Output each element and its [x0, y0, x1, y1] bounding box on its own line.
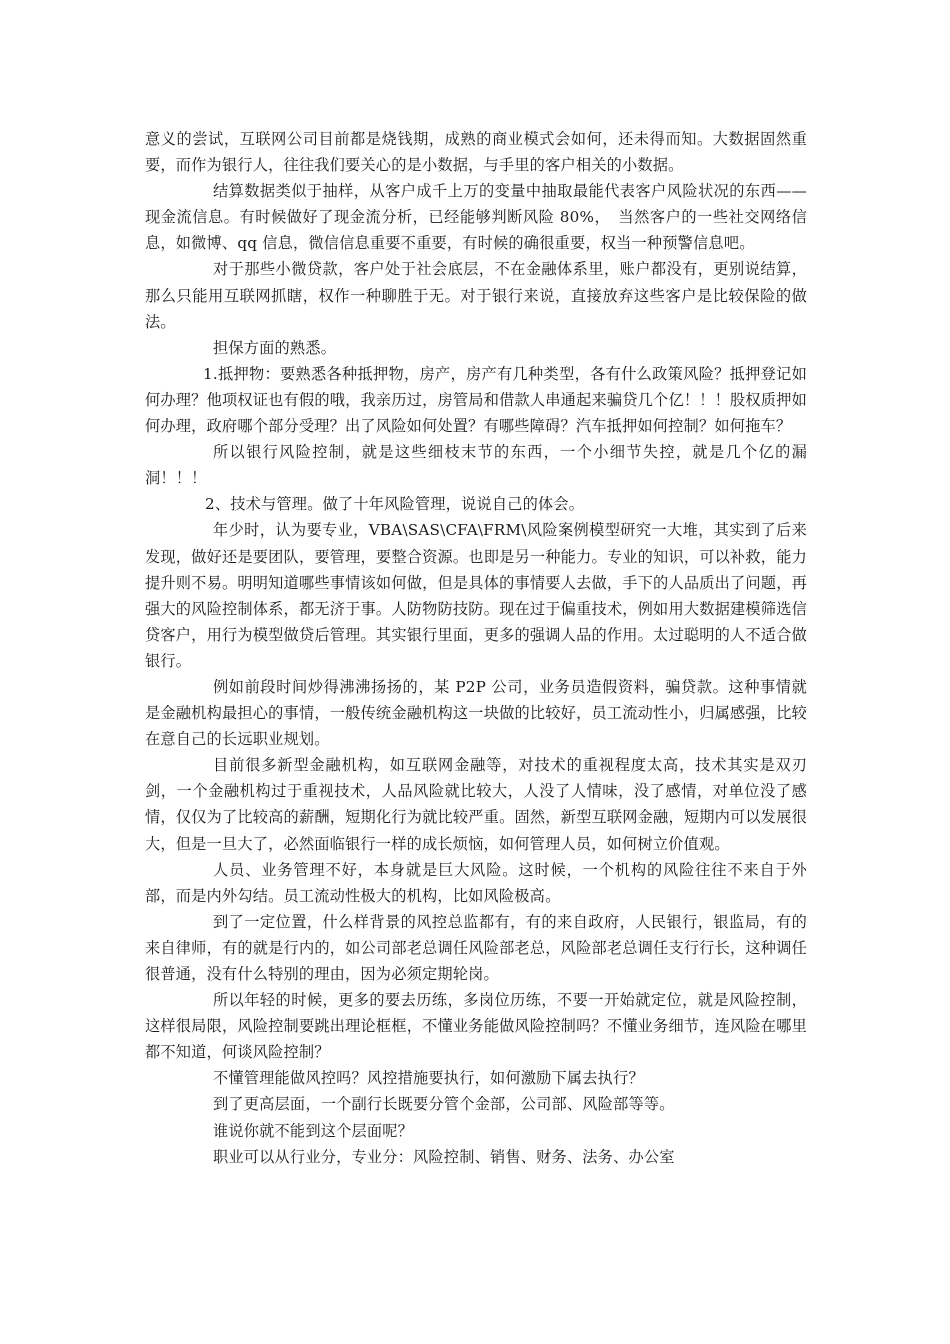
paragraph-6: 所以银行风险控制，就是这些细枝末节的东西，一个小细节失控，就是几个亿的漏洞！！！	[145, 443, 807, 488]
paragraph-10: 目前很多新型金融机构，如互联网金融等，对技术的重视程度太高，技术其实是双刃剑，一个金融机构过于重视技术，人品风险就比较大，人没了人情味，没了感情，对单位没了感情，仅仅为了比较高的薪酬，短期化行为就比较严重。固然，新型互联网金融，短期内可以发展很大，但是一旦大了，必然面临银行一样的成长烦恼，如何管理人员，如何树立价值观。	[145, 756, 807, 853]
paragraph-3: 对于那些小微贷款，客户处于社会底层，不在金融体系里，账户都没有，更别说结算，那么只能用互联网抓瞎，权作一种聊胜于无。对于银行来说，直接放弃这些客户是比较保险的做法。	[145, 260, 807, 331]
paragraph-5: 1.抵押物：要熟悉各种抵押物，房产，房产有几种类型，各有什么政策风险？抵押登记如何办理？他项权证也有假的哦，我亲历过，房管局和借款人串通起来骗贷几个亿！！！股权质押如何办理，政府哪个部分受理？出了风险如何处置？有哪些障碍？汽车抵押如何控制？如何拖车？	[145, 364, 807, 436]
paragraph-4: 担保方面的熟悉。	[213, 338, 337, 357]
paragraph-7: 2、技术与管理。做了十年风险管理，说说自己的体会。	[205, 495, 585, 514]
paragraph-16: 谁说你就不能到这个层面呢？	[213, 1121, 414, 1140]
paragraph-9: 例如前段时间炒得沸沸扬扬的，某 P2P 公司，业务员造假资料，骗贷款。这种事情就是金融机构最担心的事情，一般传统金融机构这一块做的比较好，员工流动性小，归属感强，比较在意自己的长远职业规划。	[145, 677, 807, 749]
document-body	[145, 126, 807, 1170]
paragraph-12: 到了一定位置，什么样背景的风控总监都有，有的来自政府，人民银行，银监局，有的来自律师，有的就是行内的，如公司部老总调任风险部老总，风险部老总调任支行行长，这种调任很普通，没有什么特别的理由，因为必须定期轮岗。	[145, 912, 807, 983]
paragraph-13: 所以年轻的时候，更多的要去历练，多岗位历练，不要一开始就定位，就是风险控制，这样很局限，风险控制要跳出理论框框，不懂业务能做风险控制吗？不懂业务细节，连风险在哪里都不知道，何谈风险控制？	[145, 991, 807, 1062]
paragraph-11: 人员、业务管理不好，本身就是巨大风险。这时候，一个机构的风险往往不来自于外部，而是内外勾结。员工流动性极大的机构，比如风险极高。	[145, 860, 807, 905]
paragraph-17: 职业可以从行业分，专业分：风险控制、销售、财务、法务、办公室	[213, 1147, 675, 1166]
paragraph-8: 年少时，认为要专业，VBA\SAS\CFA\FRM\风险案例模型研究一大堆，其实到了后来发现，做好还是要团队，要管理，要整合资源。也即是另一种能力。专业的知识，可以补救，能力提升则不易。明明知道哪些事情该如何做，但是具体的事情要人去做，手下的人品质出了问题，再强大的风险控制体系，都无济于事。人防物防技防。现在过于偏重技术，例如用大数据建模筛选信贷客户，用行为模型做贷后管理。其实银行里面，更多的强调人品的作用。太过聪明的人不适合做银行。	[145, 521, 807, 670]
paragraph-2: 结算数据类似于抽样，从客户成千上万的变量中抽取最能代表客户风险状况的东西——现金流信息。有时候做好了现金流分析，已经能够判断风险 80%， 当然客户的一些社交网络信息，如微博、qq 信息，微信信息重要不重要，有时候的确很重要，权当一种预警信息吧。	[145, 182, 807, 253]
paragraph-15: 到了更高层面，一个副行长既要分管个金部，公司部、风险部等等。	[213, 1095, 675, 1114]
paragraph-14: 不懂管理能做风控吗？风控措施要执行，如何激励下属去执行？	[213, 1069, 644, 1088]
paragraph-1: 意义的尝试，互联网公司目前都是烧钱期，成熟的商业模式会如何，还未得而知。大数据固然重要，而作为银行人，往往我们要关心的是小数据，与手里的客户相关的小数据。	[145, 130, 807, 175]
